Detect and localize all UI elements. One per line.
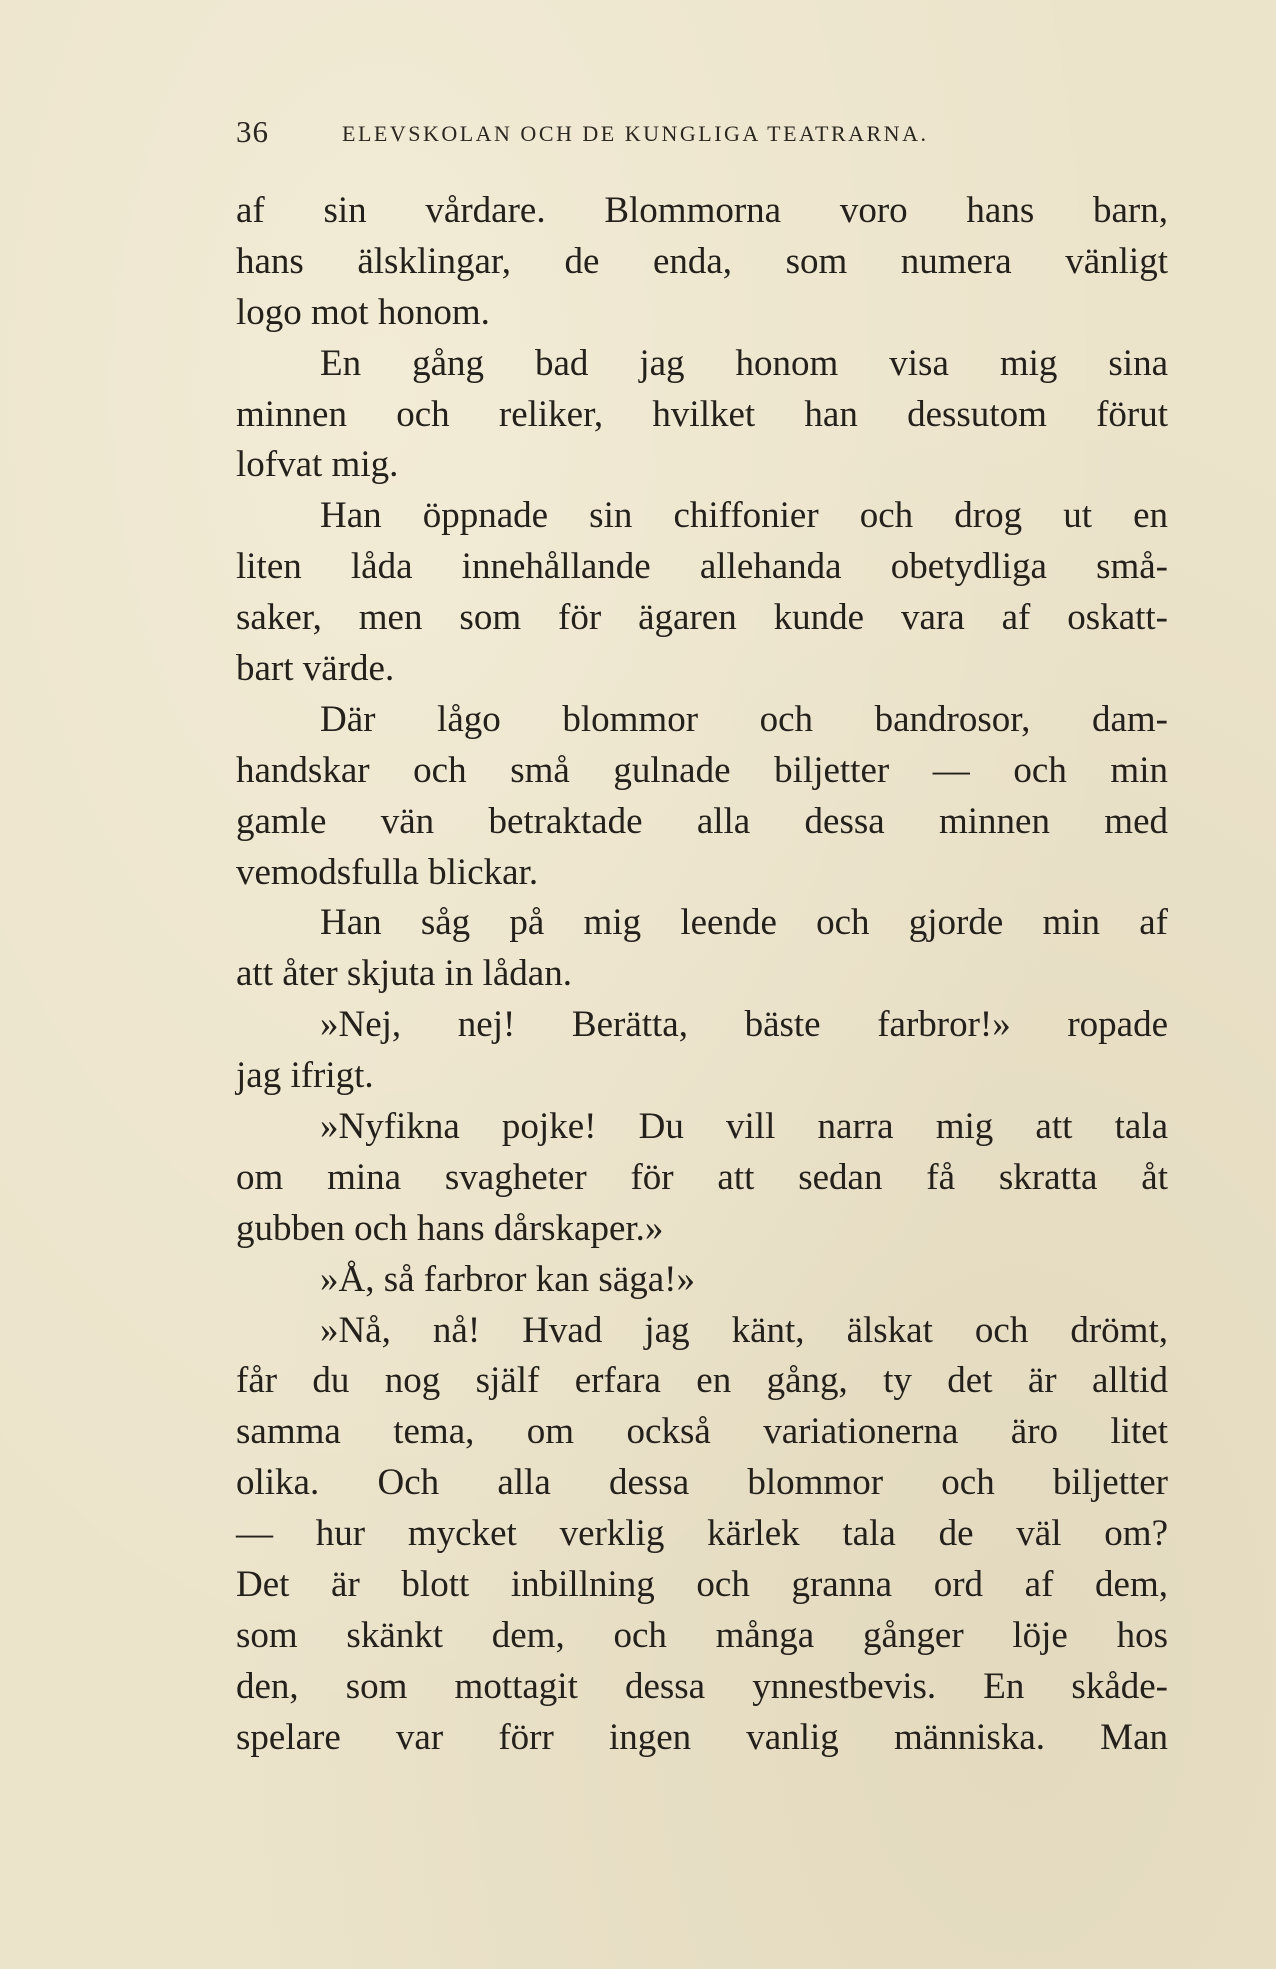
running-title: ELEVSKOLAN OCH DE KUNGLIGA TEATRARNA. (342, 121, 929, 146)
text-line: den, som mottagit dessa ynnestbevis. En skåde- (236, 1665, 1168, 1707)
text-line: Där lågo blommor och bandrosor, dam- (320, 698, 1168, 740)
text-line: lofvat mig. (236, 444, 399, 486)
text-line: »Nå, nå! Hvad jag känt, älskat och drömt, (320, 1309, 1168, 1351)
text-line: minnen och reliker, hvilket han dessutom förut (236, 393, 1168, 435)
text-line: Det är blott inbillning och granna ord af dem, (236, 1564, 1168, 1606)
text-line: logo mot honom. (236, 291, 490, 333)
page-header (236, 114, 1076, 154)
text-line: om mina svagheter för att sedan få skratta åt (236, 1156, 1168, 1198)
text-line: samma tema, om också variationerna äro litet (236, 1411, 1168, 1453)
page-number: 36 (236, 114, 269, 149)
text-line: liten låda innehållande allehanda obetydliga små- (236, 546, 1168, 588)
text-line: får du nog själf erfara en gång, ty det är alltid (236, 1360, 1168, 1402)
text-line: gubben och hans dårskaper.» (236, 1207, 664, 1249)
text-line: jag ifrigt. (236, 1055, 374, 1097)
text-line: bart värde. (236, 648, 395, 690)
text-line: hans älsklingar, de enda, som numera vänligt (236, 240, 1168, 282)
text-line: En gång bad jag honom visa mig sina (320, 342, 1168, 384)
text-line: handskar och små gulnade biljetter — och min (236, 749, 1168, 791)
text-line: — hur mycket verklig kärlek tala de väl om? (236, 1513, 1168, 1555)
text-line: af sin vårdare. Blommorna voro hans barn, (236, 190, 1168, 231)
text-line: spelare var förr ingen vanlig människa. Man (236, 1716, 1168, 1758)
text-line: Han såg på mig leende och gjorde min af (320, 902, 1168, 944)
text-line: »Nyfikna pojke! Du vill narra mig att tala (320, 1106, 1168, 1148)
body-text (236, 186, 1168, 1764)
text-line: gamle vän betraktade alla dessa minnen med (236, 800, 1168, 842)
text-line: saker, men som för ägaren kunde vara af oskatt- (236, 597, 1168, 639)
text-line: Han öppnade sin chiffonier och drog ut en (320, 495, 1168, 537)
text-line: »Nej, nej! Berätta, bäste farbror!» ropade (320, 1004, 1168, 1046)
text-line: »Å, så farbror kan säga!» (320, 1258, 695, 1300)
text-line: olika. Och alla dessa blommor och biljetter (236, 1462, 1168, 1504)
text-line: som skänkt dem, och många gånger löje hos (236, 1614, 1168, 1656)
text-line: vemodsfulla blickar. (236, 851, 539, 893)
text-line: att åter skjuta in lådan. (236, 953, 572, 995)
